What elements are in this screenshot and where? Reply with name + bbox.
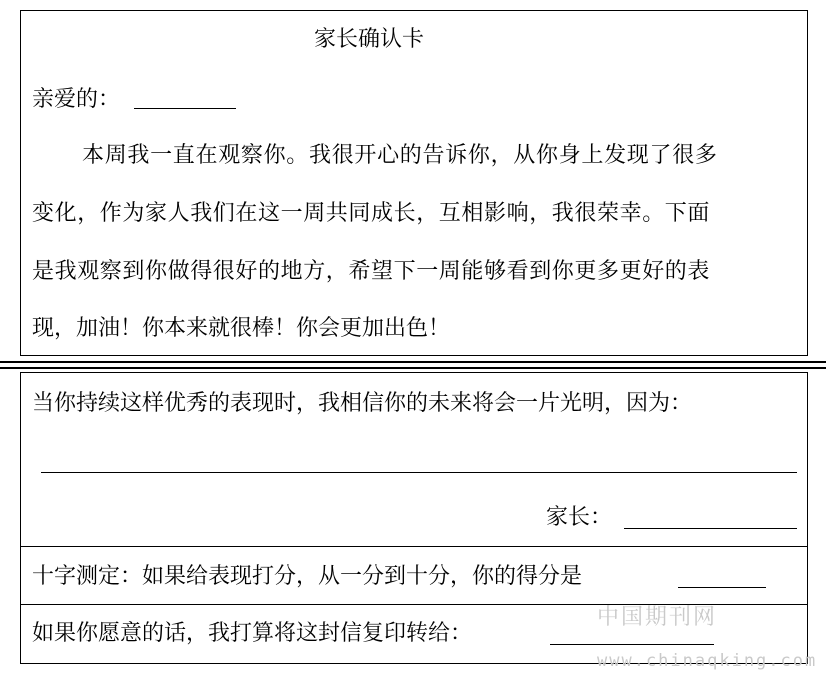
card-title: 家长确认卡 bbox=[314, 27, 425, 52]
parent-signature-line[interactable] bbox=[624, 528, 797, 529]
section-divider-upper bbox=[0, 361, 826, 363]
confirmation-card-top bbox=[20, 10, 808, 356]
body-line-1: 本周我一直在观察你。我很开心的告诉你，从你身上发现了很多 bbox=[82, 143, 718, 168]
score-blank[interactable] bbox=[678, 587, 766, 588]
forward-recipient-blank[interactable] bbox=[550, 644, 714, 645]
body-line-4: 现，加油！你本来就很棒！你会更加出色！ bbox=[32, 316, 451, 341]
watermark-site-name: 中国期刊网 bbox=[597, 605, 718, 630]
row-divider-1 bbox=[20, 546, 808, 547]
future-statement: 当你持续这样优秀的表现时，我相信你的未来将会一片光明，因为： bbox=[32, 391, 693, 416]
salutation: 亲爱的： bbox=[32, 87, 121, 112]
body-line-2: 变化，作为家人我们在这一周共同成长，互相影响，我很荣幸。下面 bbox=[32, 201, 711, 226]
score-prompt: 十字测定：如果给表现打分，从一分到十分，你的得分是 bbox=[32, 564, 583, 589]
body-line-3: 是我观察到你做得很好的地方，希望下一周能够看到你更多更好的表 bbox=[32, 259, 711, 284]
reason-answer-line[interactable] bbox=[41, 472, 797, 473]
recipient-name-blank[interactable] bbox=[134, 108, 236, 109]
watermark-url: www.chinaqking.com bbox=[597, 651, 818, 671]
parent-label: 家长： bbox=[546, 505, 613, 530]
section-divider-lower bbox=[0, 367, 826, 369]
forward-prompt: 如果你愿意的话，我打算将这封信复印转给： bbox=[32, 621, 473, 646]
